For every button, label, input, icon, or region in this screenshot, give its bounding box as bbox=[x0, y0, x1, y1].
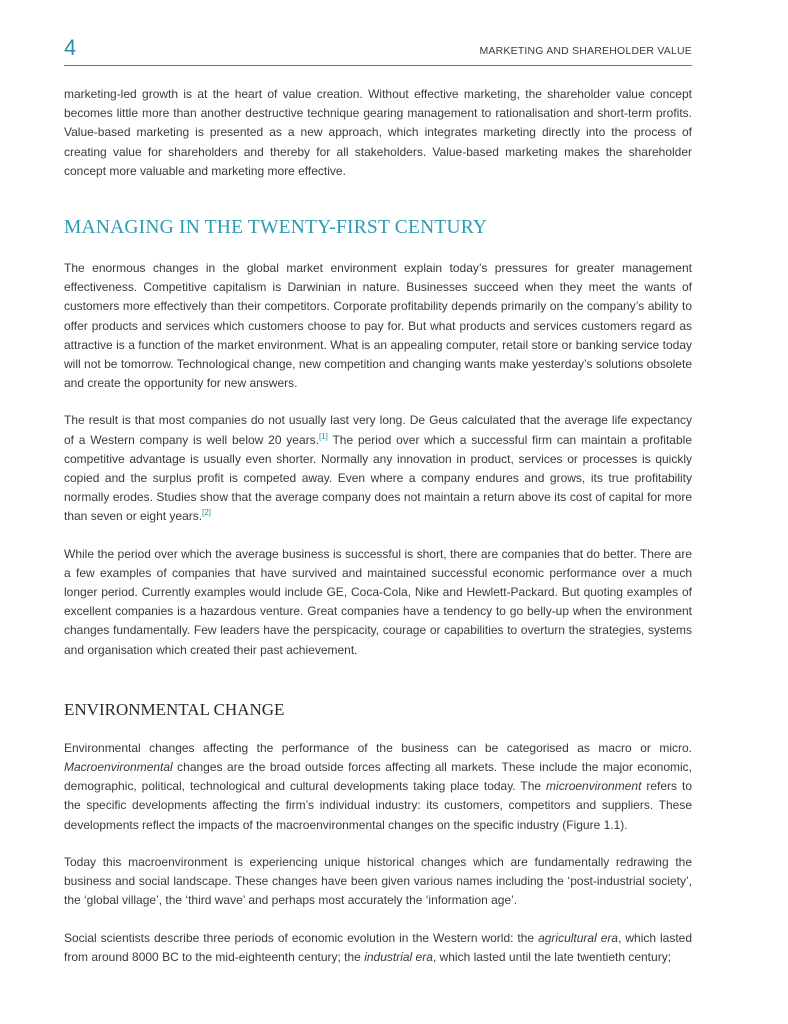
paragraph-economic-eras bbox=[64, 929, 692, 967]
paragraph-macro-micro bbox=[64, 739, 692, 835]
section-heading-environmental: ENVIRONMENTAL CHANGE bbox=[64, 699, 285, 719]
footnote-ref-2[interactable]: [2] bbox=[202, 508, 211, 518]
paragraph-market-changes: The enormous changes in the global market environment explain today’s pressures for greater management effectiveness. Competitive capitalism is Darwinian in nature. Businesses succeed when they meet the wants of customers more effectively than their competitors. Corporate profitability depends primarily on the company’s ability to offer products and services which customers choose to pay for. But what products and services customers regard as attractive is a function of the market environment. What is an appealing computer, retail store or banking service today will not be tomorrow. Technological change, new competition and changing wants make yesterday’s solutions obsolete and create the opportunity for new answers. bbox=[64, 261, 692, 391]
emphasis-term: microenvironment bbox=[546, 779, 642, 794]
paragraph-text: , which lasted until the late twentieth century; bbox=[432, 949, 672, 964]
header-rule bbox=[64, 65, 692, 66]
paragraph-text: The result is that most companies do not usually last very long. De Geus calculated that the average life expectancy of a Western company is well below 20 years. bbox=[64, 413, 692, 447]
paragraph-text: refers to the specific developments affecting the firm’s individual industry: its customers, competitors and suppliers. These developments reflect the impacts of the macroenvironmental changes on the specific industry (Figure 1.1). bbox=[64, 779, 692, 832]
running-head: MARKETING AND SHAREHOLDER VALUE bbox=[479, 45, 692, 57]
paragraph-information-age: Today this macroenvironment is experiencing unique historical changes which are fundamentally redrawing the business and social landscape. These changes have been given various names including the ‘post-industrial society’, the ‘global village’, the ‘third wave’ and perhaps most accurately the ‘information age’. bbox=[64, 854, 692, 908]
emphasis-term: agricultural era bbox=[538, 930, 619, 945]
emphasis-term: industrial era bbox=[364, 949, 433, 964]
paragraph-text: The period over which a successful firm can maintain a profitable competitive advantage is usually even shorter. Normally any innovation in product, services or processes is quickly copied and the surplus profit is competed away. Even where a company endures and grows, its true profitability normally erodes. Studies show that the average company does not maintain a return above its cost of capital for more than seven or eight years. bbox=[64, 432, 692, 524]
footnote-ref-1[interactable]: [1] bbox=[318, 431, 328, 441]
page-number: 4 bbox=[64, 35, 77, 60]
paragraph-company-lifespan bbox=[64, 411, 692, 526]
section-heading-managing: MANAGING IN THE TWENTY-FIRST CENTURY bbox=[64, 217, 488, 239]
paragraph-text: Social scientists describe three periods of economic evolution in the Western world: the bbox=[64, 930, 539, 945]
emphasis-term: Macroenvironmental bbox=[64, 760, 173, 775]
paragraph-successful-companies: While the period over which the average business is successful is short, there are companies that do better. There are a few examples of companies that have survived and maintained successful economic performance over a much longer period. Currently examples would include GE, Coca-Cola, Nike and Hewlett-Packard. But quoting examples of excellent companies is a hazardous venture. Great companies have a tendency to go belly-up when the environment changes fundamentally. Few leaders have the perspicacity, courage or capabilities to overturn the strategies, systems and organisation which created their past achievement. bbox=[64, 546, 692, 657]
page-body bbox=[64, 85, 692, 967]
paragraph-text: , which lasted from around 8000 BC to the mid-eighteenth century; the bbox=[64, 930, 693, 964]
paragraph-text: changes are the broad outside forces affecting all markets. These include the major economic, demographic, political, technological and cultural developments taking place today. The bbox=[64, 760, 692, 794]
paragraph-intro: marketing-led growth is at the heart of value creation. Without effective marketing, the shareholder value concept becomes little more than another destructive technique gearing management to rationalisation and short-term profits. Value-based marketing is presented as a new approach, which integrates marketing directly into the process of creating value for shareholders and thereby for all stakeholders. Value-based marketing makes the shareholder concept more valuable and marketing more effective. bbox=[64, 87, 692, 178]
paragraph-text: Environmental changes affecting the performance of the business can be categorised as macro or micro. bbox=[64, 740, 692, 755]
